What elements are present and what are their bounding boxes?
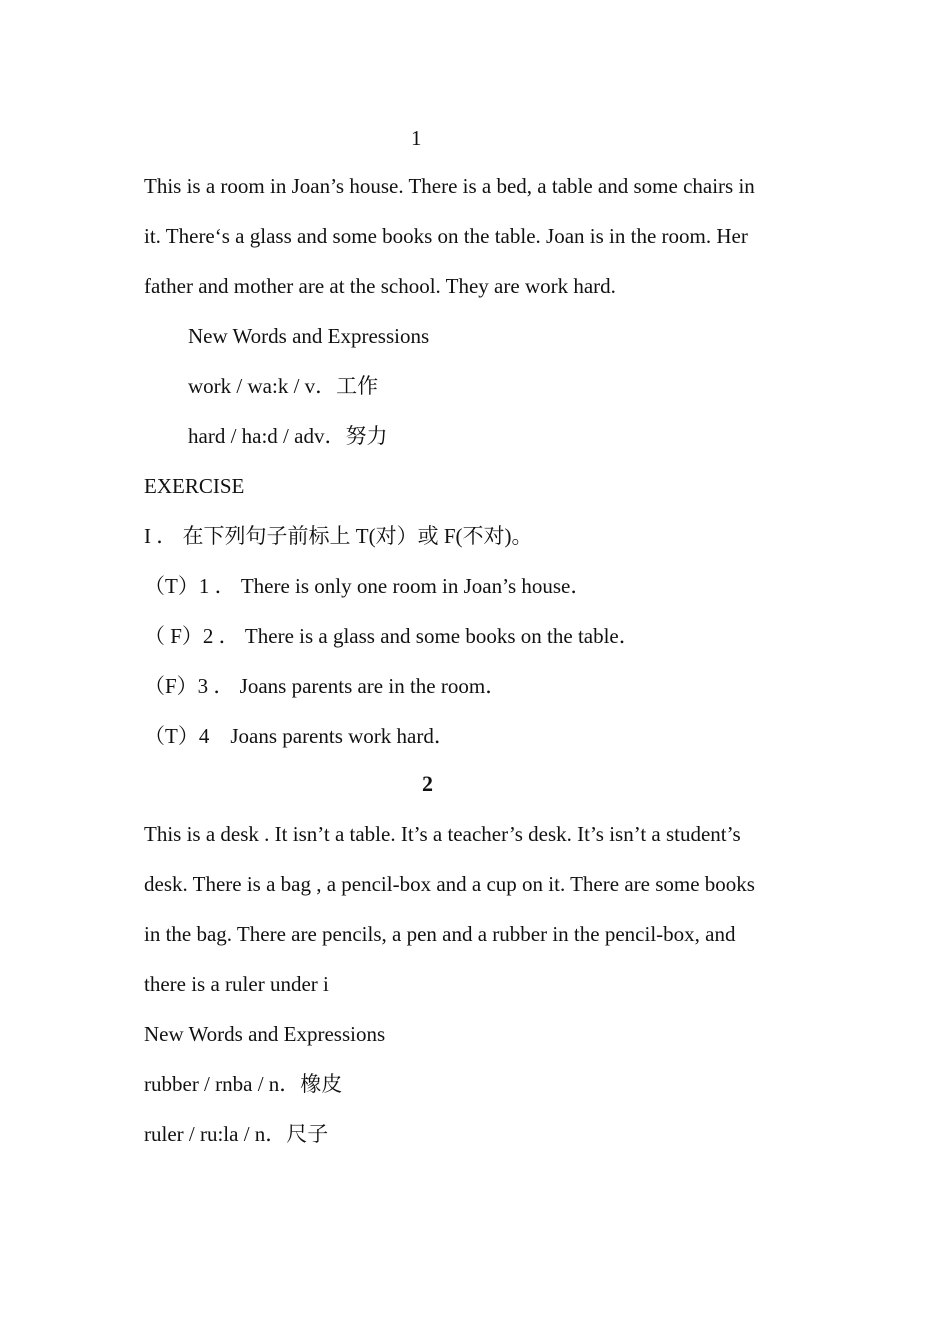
vocab-entry: ruler / ru:la / n．尺子 [144,1122,329,1146]
paragraph-line: it. There‘s a glass and some books on the table. Joan is in the room. Her [144,224,748,248]
section-number-1: 1 [411,126,422,150]
vocab-heading: New Words and Expressions [188,324,430,348]
exercise-item: （T）4 Joans parents work hard． [144,724,455,748]
exercise-item: （T）1 ． There is only one room in Joan’s house． [144,574,592,598]
vocab-entry: rubber / rnba / n．橡皮 [144,1072,343,1096]
exercise-heading: EXERCISE [144,474,245,498]
exercise-item: （F）3 ． Joans parents are in the room． [144,674,507,698]
exercise-item: （ F）2 ． There is a glass and some books on the table． [144,624,640,648]
vocab-entry: work / wa:k / v．工作 [188,374,379,398]
vocab-heading: New Words and Expressions [144,1022,386,1046]
paragraph-line: there is a ruler under i [144,972,329,996]
paragraph-line: in the bag. There are pencils, a pen and a rubber in the pencil-box, and [144,922,736,946]
vocab-entry: hard / ha:d / adv．努力 [188,424,388,448]
paragraph-line: This is a desk . It isn’t a table. It’s a teacher’s desk. It’s isn’t a student’s [144,822,741,846]
exercise-instruction: I ． 在下列句子前标上 T(对）或 F(不对)。 [144,524,533,548]
section-number-2: 2 [422,771,433,796]
paragraph-line: desk. There is a bag , a pencil-box and a cup on it. There are some books [144,872,755,896]
paragraph-line: father and mother are at the school. They are work hard. [144,274,616,298]
paragraph-line: This is a room in Joan’s house. There is a bed, a table and some chairs in [144,174,755,198]
